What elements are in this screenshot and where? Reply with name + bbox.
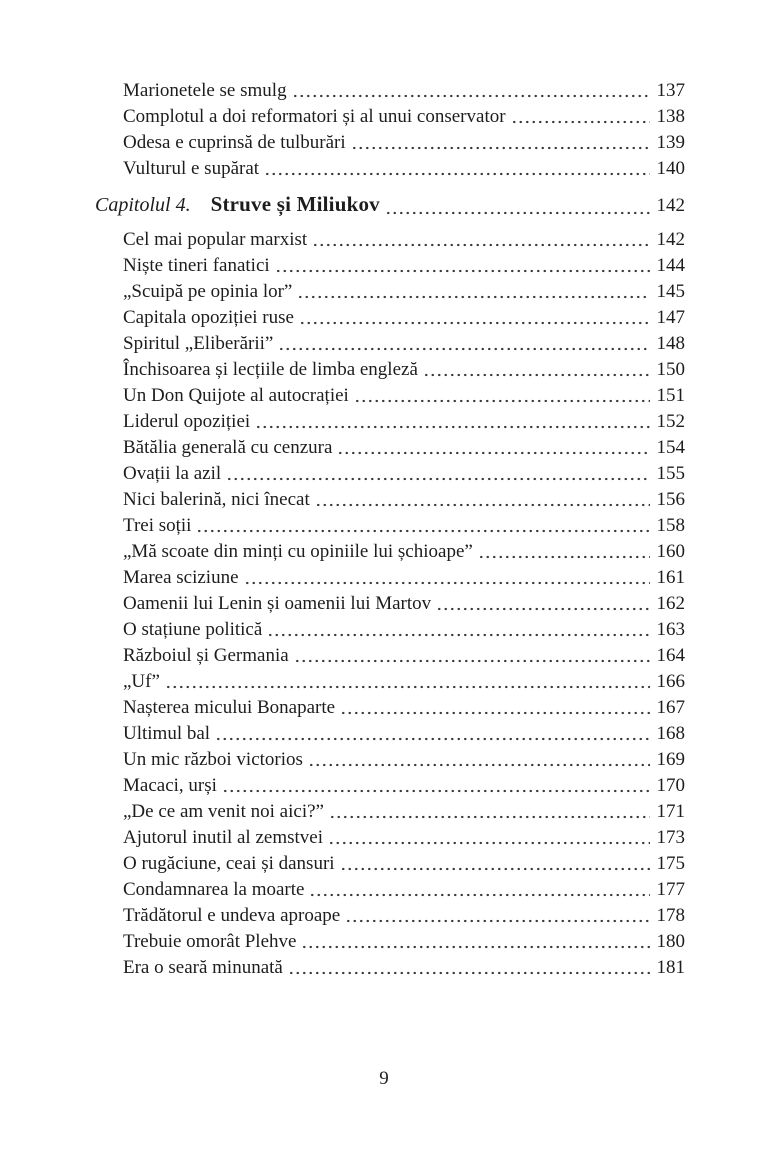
toc-entry-title: Trei soții xyxy=(123,515,192,536)
toc-entry-page: 160 xyxy=(656,541,685,562)
toc-entry xyxy=(123,799,685,825)
toc-entry-page: 167 xyxy=(656,697,685,718)
toc-entry xyxy=(123,461,685,487)
toc-entry-page: 144 xyxy=(656,255,685,276)
toc-entry-title: Un Don Quijote al autocrației xyxy=(123,385,349,406)
dot-leader xyxy=(215,721,649,747)
toc-entry-title: Nici balerină, nici înecat xyxy=(123,489,310,510)
toc-entry-page: 137 xyxy=(656,80,685,101)
toc-chapter-entries xyxy=(123,227,685,981)
toc-entry-page: 138 xyxy=(656,106,685,127)
toc-entry-page: 152 xyxy=(656,411,685,432)
toc-entry xyxy=(123,565,685,591)
toc-entry xyxy=(123,695,685,721)
toc-entry-page: 178 xyxy=(656,905,685,926)
toc-entry-page: 177 xyxy=(656,879,685,900)
toc-entry-page: 169 xyxy=(656,749,685,770)
toc-entry xyxy=(123,669,685,695)
toc-entry-title: „De ce am venit noi aici?” xyxy=(123,801,324,822)
dot-leader xyxy=(308,747,650,773)
dot-leader xyxy=(267,617,649,643)
toc-entry xyxy=(123,331,685,357)
dot-leader xyxy=(244,565,650,591)
toc-entry-page: 155 xyxy=(656,463,685,484)
toc-entry-page: 156 xyxy=(656,489,685,510)
dot-leader xyxy=(264,156,649,182)
dot-leader xyxy=(351,130,650,156)
toc-pre-chapter-entries xyxy=(123,78,685,182)
toc-entry-title: Liderul opoziției xyxy=(123,411,251,432)
dot-leader xyxy=(340,851,650,877)
toc-entry-title: Nașterea micului Bonaparte xyxy=(123,697,336,718)
toc-entry-title: Complotul a doi reformatori și al unui conservator xyxy=(123,106,506,127)
toc-entry-title: Închisoarea și lecțiile de limba engleză xyxy=(123,359,418,380)
toc-entry-title: Condamnarea la moarte xyxy=(123,879,305,900)
toc-entry-title: „Mă scoate din minți cu opiniile lui șchioape” xyxy=(123,541,473,562)
toc-entry-page: 170 xyxy=(656,775,685,796)
toc-entry xyxy=(123,279,685,305)
toc-entry-title: Ultimul bal xyxy=(123,723,211,744)
dot-leader xyxy=(299,305,650,331)
dot-leader xyxy=(345,903,649,929)
toc-entry-page: 168 xyxy=(656,723,685,744)
toc-entry-title: Ovații la azil xyxy=(123,463,222,484)
toc-entry-page: 173 xyxy=(656,827,685,848)
toc-entry-title: Capitala opoziției ruse xyxy=(123,307,294,328)
toc-entry-title: Trădătorul e undeva aproape xyxy=(123,905,341,926)
chapter-title: Struve și Miliukov xyxy=(210,192,380,216)
toc-entry-title: O rugăciune, ceai și dansuri xyxy=(123,853,335,874)
dot-leader xyxy=(275,253,650,279)
toc-entry xyxy=(123,227,685,253)
toc-entry xyxy=(123,253,685,279)
toc-entry xyxy=(123,357,685,383)
toc-entry xyxy=(123,617,685,643)
toc-entry-title: „Scuipă pe opinia lor” xyxy=(123,281,293,302)
toc-entry xyxy=(123,383,685,409)
toc-entry xyxy=(123,851,685,877)
dot-leader xyxy=(315,487,650,513)
toc-entry xyxy=(123,487,685,513)
toc-entry-title: Vulturul e supărat xyxy=(123,158,260,179)
toc-entry-title: Macaci, urși xyxy=(123,775,217,796)
toc-entry-title: Oamenii lui Lenin și oamenii lui Martov xyxy=(123,593,432,614)
toc-entry-title: Era o seară minunată xyxy=(123,957,283,978)
toc-entry-title: Marea sciziune xyxy=(123,567,239,588)
toc-entry-page: 142 xyxy=(656,229,685,250)
dot-leader xyxy=(226,461,649,487)
toc-entry-page: 166 xyxy=(656,671,685,692)
toc-entry-page: 181 xyxy=(656,957,685,978)
toc-entry xyxy=(123,747,685,773)
table-of-contents xyxy=(95,78,685,981)
toc-entry-page: 148 xyxy=(656,333,685,354)
toc-entry-page: 180 xyxy=(656,931,685,952)
chapter-page-number: 142 xyxy=(656,195,685,216)
toc-entry-page: 150 xyxy=(656,359,685,380)
toc-entry-title: Niște tineri fanatici xyxy=(123,255,270,276)
toc-entry-page: 154 xyxy=(656,437,685,458)
toc-entry-page: 171 xyxy=(656,801,685,822)
dot-leader xyxy=(294,643,650,669)
dot-leader xyxy=(478,539,650,565)
toc-entry-page: 164 xyxy=(656,645,685,666)
dot-leader xyxy=(165,669,650,695)
toc-entry xyxy=(123,929,685,955)
toc-entry-page: 145 xyxy=(656,281,685,302)
toc-entry-page: 161 xyxy=(656,567,685,588)
toc-entry-page: 140 xyxy=(656,158,685,179)
toc-entry-title: Bătălia generală cu cenzura xyxy=(123,437,333,458)
dot-leader xyxy=(385,187,650,223)
dot-leader xyxy=(511,104,650,130)
toc-entry xyxy=(123,104,685,130)
toc-entry-title: Un mic război victorios xyxy=(123,749,303,770)
toc-entry xyxy=(123,903,685,929)
toc-entry xyxy=(123,721,685,747)
dot-leader xyxy=(436,591,649,617)
toc-entry-page: 163 xyxy=(656,619,685,640)
toc-entry xyxy=(123,513,685,539)
toc-entry-page: 175 xyxy=(656,853,685,874)
dot-leader xyxy=(288,955,650,981)
chapter-label: Capitolul 4. xyxy=(95,194,191,216)
toc-entry xyxy=(123,130,685,156)
toc-entry-title: Odesa e cuprinsă de tulburări xyxy=(123,132,346,153)
toc-entry-title: Războiul și Germania xyxy=(123,645,289,666)
dot-leader xyxy=(329,799,650,825)
toc-entry xyxy=(123,591,685,617)
toc-entry xyxy=(123,409,685,435)
toc-entry xyxy=(123,643,685,669)
dot-leader xyxy=(222,773,650,799)
toc-entry-title: Ajutorul inutil al zemstvei xyxy=(123,827,323,848)
toc-entry-title: O stațiune politică xyxy=(123,619,263,640)
toc-entry-title: Cel mai popular marxist xyxy=(123,229,308,250)
toc-entry xyxy=(123,435,685,461)
toc-entry-title: Trebuie omorât Plehve xyxy=(123,931,297,952)
dot-leader xyxy=(312,227,649,253)
dot-leader xyxy=(301,929,649,955)
dot-leader xyxy=(354,383,650,409)
toc-entry xyxy=(123,78,685,104)
toc-entry-title: Spiritul „Eliberării” xyxy=(123,333,274,354)
chapter-heading-row xyxy=(95,187,685,223)
toc-entry xyxy=(123,825,685,851)
toc-entry xyxy=(123,773,685,799)
dot-leader xyxy=(337,435,649,461)
toc-entry xyxy=(123,877,685,903)
dot-leader xyxy=(340,695,649,721)
toc-entry xyxy=(123,955,685,981)
page-number: 9 xyxy=(379,1068,389,1089)
toc-entry-title: Marionetele se smulg xyxy=(123,80,287,101)
toc-entry-page: 151 xyxy=(656,385,685,406)
toc-entry-title: „Uf” xyxy=(123,671,160,692)
toc-entry-page: 158 xyxy=(656,515,685,536)
dot-leader xyxy=(196,513,649,539)
dot-leader xyxy=(255,409,649,435)
dot-leader xyxy=(328,825,650,851)
toc-entry xyxy=(123,156,685,182)
dot-leader xyxy=(278,331,649,357)
dot-leader xyxy=(297,279,649,305)
toc-entry-page: 162 xyxy=(656,593,685,614)
dot-leader xyxy=(423,357,650,383)
toc-entry xyxy=(123,539,685,565)
toc-entry xyxy=(123,305,685,331)
toc-entry-page: 139 xyxy=(656,132,685,153)
dot-leader xyxy=(292,78,650,104)
toc-entry-page: 147 xyxy=(656,307,685,328)
dot-leader xyxy=(309,877,649,903)
